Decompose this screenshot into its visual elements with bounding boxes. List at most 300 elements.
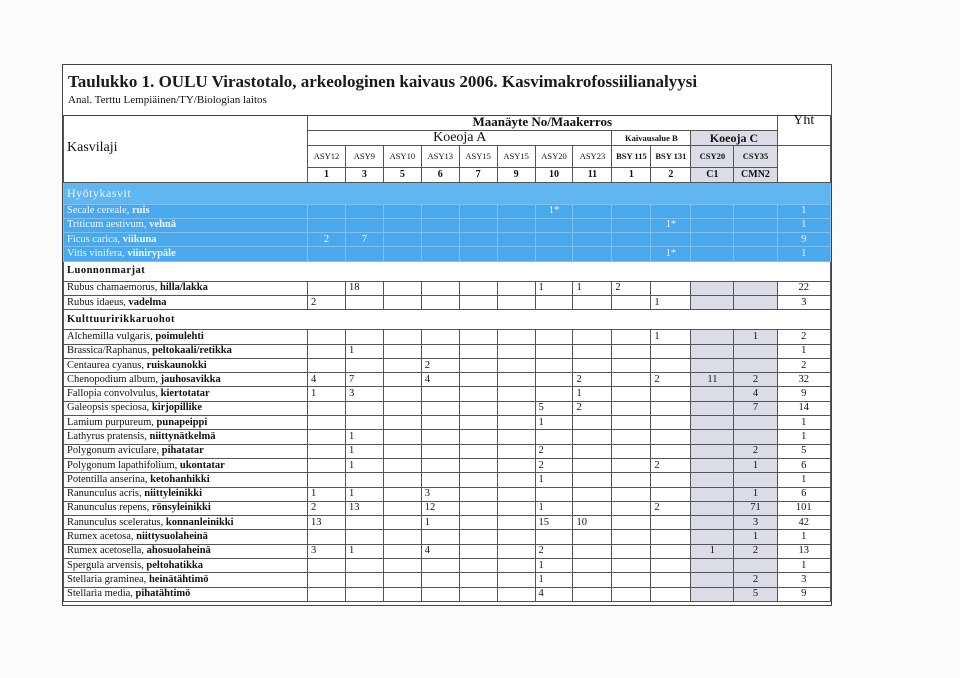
table-row — [64, 573, 831, 587]
value-cell — [691, 516, 734, 530]
table-row — [64, 387, 831, 401]
value-cell — [459, 204, 497, 218]
value-cell: 1 — [535, 473, 573, 487]
total-cell: 2 — [777, 330, 830, 344]
value-cell: 15 — [535, 516, 573, 530]
value-cell — [734, 430, 777, 444]
plant-finnish: peltohatikka — [146, 559, 204, 571]
value-cell — [459, 358, 497, 372]
value-cell — [691, 344, 734, 358]
plant-finnish: heinätähtimö — [148, 573, 209, 585]
value-cell — [651, 559, 691, 573]
plant-latin: Rubus idaeus, — [67, 296, 129, 308]
page-title: Taulukko 1. OULU Virastotalo, arkeologinen kaivaus 2006. Kasvimakrofossiilianalyysi — [68, 72, 698, 91]
value-cell — [691, 387, 734, 401]
plant-finnish: pihatatar — [161, 445, 204, 457]
total-cell: 1 — [777, 416, 830, 430]
plant-table — [63, 115, 831, 602]
plant-finnish: kirjopillike — [151, 402, 203, 414]
value-cell: 1 — [535, 281, 573, 295]
plant-name — [64, 330, 308, 344]
kaivausalue-b-header: Kaivausalue B — [612, 130, 691, 145]
koeoja-a-header: Koeoja A — [308, 130, 612, 145]
value-cell — [573, 501, 612, 515]
value-cell — [345, 295, 383, 309]
value-cell: 4 — [421, 544, 459, 558]
value-cell: 1 — [535, 559, 573, 573]
value-cell: 5 — [535, 401, 573, 415]
plant-name — [64, 473, 308, 487]
value-cell — [421, 344, 459, 358]
value-cell — [308, 218, 346, 232]
plant-name — [64, 516, 308, 530]
value-cell — [459, 373, 497, 387]
value-cell — [691, 430, 734, 444]
value-cell — [651, 430, 691, 444]
value-cell — [573, 587, 612, 601]
value-cell — [734, 247, 777, 261]
value-cell — [497, 344, 535, 358]
value-cell — [651, 530, 691, 544]
sample-header: ASY15 — [497, 145, 535, 167]
value-cell — [691, 501, 734, 515]
value-cell — [691, 218, 734, 232]
value-cell — [421, 330, 459, 344]
value-cell — [691, 559, 734, 573]
value-cell — [573, 358, 612, 372]
value-cell — [421, 295, 459, 309]
plant-latin: Secale cereale, — [67, 205, 132, 217]
value-cell — [459, 330, 497, 344]
value-cell — [573, 247, 612, 261]
section-label: Luonnonmarjat — [64, 261, 831, 281]
plant-finnish: ukontatar — [179, 459, 225, 471]
value-cell: 2 — [734, 573, 777, 587]
value-cell — [308, 416, 346, 430]
value-cell — [535, 344, 573, 358]
value-cell — [651, 473, 691, 487]
value-cell — [497, 233, 535, 247]
total-cell: 2 — [777, 358, 830, 372]
value-cell — [535, 487, 573, 501]
value-cell — [651, 544, 691, 558]
value-cell: 1 — [345, 344, 383, 358]
layer-header: 7 — [459, 167, 497, 182]
value-cell — [345, 358, 383, 372]
value-cell — [308, 559, 346, 573]
value-cell — [383, 401, 421, 415]
value-cell — [691, 458, 734, 472]
value-cell — [612, 233, 651, 247]
plant-latin: Polygonum aviculare, — [67, 445, 162, 457]
value-cell — [421, 430, 459, 444]
table-row — [64, 458, 831, 472]
table-row — [64, 204, 831, 218]
value-cell — [691, 233, 734, 247]
table-row — [64, 344, 831, 358]
plant-finnish: niittysuolaheinä — [136, 531, 208, 543]
value-cell: 7 — [345, 233, 383, 247]
value-cell: 1 — [308, 487, 346, 501]
plant-latin: Chenopodium album, — [67, 373, 161, 385]
value-cell — [308, 473, 346, 487]
plant-latin: Potentilla anserina, — [67, 473, 151, 485]
value-cell: 7 — [345, 373, 383, 387]
layer-header: CMN2 — [734, 167, 777, 182]
value-cell — [459, 218, 497, 232]
value-cell — [459, 401, 497, 415]
plant-finnish: kiertotatar — [160, 388, 210, 400]
plant-name — [64, 487, 308, 501]
value-cell — [734, 233, 777, 247]
kasvilaji-header: Kasvilaji — [64, 115, 308, 182]
plant-latin: Vitis vinifera, — [67, 248, 128, 260]
total-cell: 13 — [777, 544, 830, 558]
value-cell — [612, 501, 651, 515]
table-row — [64, 559, 831, 573]
plant-latin: Polygonum lapathifolium, — [67, 459, 180, 471]
value-cell — [691, 295, 734, 309]
value-cell — [497, 473, 535, 487]
sample-header: ASY23 — [573, 145, 612, 167]
value-cell — [383, 233, 421, 247]
value-cell — [573, 295, 612, 309]
value-cell — [383, 295, 421, 309]
total-cell: 6 — [777, 458, 830, 472]
value-cell — [573, 430, 612, 444]
value-cell — [308, 358, 346, 372]
total-cell: 1 — [777, 530, 830, 544]
table-row — [64, 358, 831, 372]
value-cell — [497, 330, 535, 344]
value-cell — [383, 516, 421, 530]
value-cell — [535, 330, 573, 344]
value-cell — [497, 458, 535, 472]
total-cell: 14 — [777, 401, 830, 415]
plant-name — [64, 247, 308, 261]
value-cell — [691, 401, 734, 415]
plant-name — [64, 233, 308, 247]
value-cell — [651, 204, 691, 218]
value-cell: 13 — [308, 516, 346, 530]
value-cell — [308, 458, 346, 472]
value-cell — [497, 247, 535, 261]
table-row — [64, 444, 831, 458]
value-cell: 2 — [573, 373, 612, 387]
plant-finnish: niittynätkelmä — [149, 431, 216, 442]
maanayte-header: Maanäyte No/Maakerros — [308, 115, 778, 130]
value-cell — [535, 430, 573, 444]
value-cell — [573, 233, 612, 247]
value-cell — [497, 401, 535, 415]
value-cell — [497, 373, 535, 387]
plant-finnish: vehnä — [149, 219, 176, 231]
value-cell — [691, 587, 734, 601]
layer-header: 3 — [345, 167, 383, 182]
value-cell — [734, 473, 777, 487]
layer-header: 6 — [421, 167, 459, 182]
section-label: Kulttuuririkkaruohot — [64, 310, 831, 330]
total-cell: 1 — [777, 430, 830, 444]
value-cell — [383, 473, 421, 487]
value-cell: 5 — [734, 587, 777, 601]
total-cell: 101 — [777, 501, 830, 515]
value-cell — [383, 344, 421, 358]
sample-header: ASY20 — [535, 145, 573, 167]
value-cell: 1 — [734, 487, 777, 501]
table-row — [64, 233, 831, 247]
value-cell — [651, 233, 691, 247]
value-cell: 1 — [345, 444, 383, 458]
value-cell: 2 — [734, 444, 777, 458]
value-cell — [573, 559, 612, 573]
value-cell: 1 — [734, 330, 777, 344]
value-cell — [651, 587, 691, 601]
value-cell — [421, 281, 459, 295]
value-cell: 2 — [535, 544, 573, 558]
table-row — [64, 416, 831, 430]
value-cell — [535, 358, 573, 372]
value-cell — [734, 559, 777, 573]
value-cell — [345, 416, 383, 430]
value-cell: 1 — [535, 573, 573, 587]
value-cell — [691, 573, 734, 587]
value-cell — [612, 247, 651, 261]
value-cell — [497, 295, 535, 309]
value-cell — [497, 544, 535, 558]
value-cell — [573, 487, 612, 501]
plant-name — [64, 416, 308, 430]
total-cell: 6 — [777, 487, 830, 501]
plant-latin: Rubus chamaemorus, — [67, 282, 161, 294]
value-cell: 2 — [535, 444, 573, 458]
value-cell: 1* — [651, 218, 691, 232]
value-cell — [421, 559, 459, 573]
value-cell — [691, 416, 734, 430]
value-cell: 71 — [734, 501, 777, 515]
value-cell — [308, 587, 346, 601]
value-cell — [383, 501, 421, 515]
layer-header: 1 — [612, 167, 651, 182]
value-cell — [459, 473, 497, 487]
value-cell: 2 — [308, 501, 346, 515]
value-cell — [691, 247, 734, 261]
value-cell — [734, 281, 777, 295]
document-frame — [62, 64, 832, 606]
value-cell — [535, 218, 573, 232]
value-cell — [459, 444, 497, 458]
plant-finnish: ketohanhikki — [150, 473, 210, 485]
value-cell — [612, 487, 651, 501]
plant-finnish: rönsyleinikki — [151, 502, 211, 514]
total-cell: 3 — [777, 295, 830, 309]
value-cell — [651, 416, 691, 430]
plant-latin: Galeopsis speciosa, — [67, 402, 152, 414]
value-cell — [573, 573, 612, 587]
value-cell — [573, 444, 612, 458]
total-cell: 1 — [777, 218, 830, 232]
layer-header: 10 — [535, 167, 573, 182]
table-row — [64, 330, 831, 344]
value-cell — [383, 373, 421, 387]
layer-header: 11 — [573, 167, 612, 182]
value-cell — [459, 281, 497, 295]
value-cell — [612, 295, 651, 309]
value-cell — [345, 516, 383, 530]
value-cell: 1 — [651, 330, 691, 344]
value-cell — [497, 416, 535, 430]
value-cell — [497, 430, 535, 444]
plant-name — [64, 444, 308, 458]
value-cell — [383, 358, 421, 372]
value-cell: 2 — [734, 544, 777, 558]
value-cell — [691, 358, 734, 372]
value-cell — [612, 444, 651, 458]
layer-header: C1 — [691, 167, 734, 182]
value-cell — [308, 444, 346, 458]
value-cell: 1 — [345, 458, 383, 472]
value-cell — [345, 473, 383, 487]
value-cell: 4 — [734, 387, 777, 401]
plant-latin: Lathyrus pratensis, — [67, 431, 150, 442]
plant-name — [64, 458, 308, 472]
layer-header: 1 — [308, 167, 346, 182]
value-cell: 1 — [535, 501, 573, 515]
value-cell — [612, 204, 651, 218]
plant-name — [64, 344, 308, 358]
value-cell — [612, 458, 651, 472]
value-cell — [612, 330, 651, 344]
value-cell — [459, 344, 497, 358]
sample-header: CSY20 — [691, 145, 734, 167]
plant-latin: Ranunculus acris, — [67, 488, 145, 500]
value-cell — [497, 444, 535, 458]
value-cell: 1* — [535, 204, 573, 218]
value-cell — [459, 295, 497, 309]
value-cell — [612, 530, 651, 544]
total-cell: 9 — [777, 587, 830, 601]
yht-header: Yht — [777, 115, 830, 145]
value-cell — [421, 247, 459, 261]
value-cell — [691, 330, 734, 344]
value-cell — [612, 358, 651, 372]
value-cell: 1 — [651, 295, 691, 309]
value-cell — [345, 530, 383, 544]
total-cell: 5 — [777, 444, 830, 458]
plant-latin: Brassica/Raphanus, — [67, 345, 153, 357]
value-cell — [383, 573, 421, 587]
value-cell: 1 — [734, 458, 777, 472]
total-cell: 1 — [777, 559, 830, 573]
value-cell — [734, 218, 777, 232]
value-cell: 1 — [573, 387, 612, 401]
total-cell: 1 — [777, 344, 830, 358]
value-cell: 2 — [535, 458, 573, 472]
value-cell — [734, 344, 777, 358]
value-cell: 2 — [573, 401, 612, 415]
value-cell — [651, 516, 691, 530]
value-cell — [612, 430, 651, 444]
layer-header: 9 — [497, 167, 535, 182]
table-row — [64, 430, 831, 444]
page-subtitle: Anal. Terttu Lempiäinen/TY/Biologian laitos — [68, 94, 267, 106]
value-cell — [612, 387, 651, 401]
value-cell — [421, 444, 459, 458]
sample-header: CSY35 — [734, 145, 777, 167]
value-cell — [734, 204, 777, 218]
value-cell — [535, 373, 573, 387]
plant-latin: Ranunculus repens, — [67, 502, 152, 514]
value-cell: 1 — [308, 387, 346, 401]
plant-name — [64, 430, 308, 444]
value-cell: 11 — [691, 373, 734, 387]
total-cell: 9 — [777, 233, 830, 247]
value-cell — [459, 516, 497, 530]
plant-finnish: ahosuolaheinä — [146, 545, 211, 557]
sample-header: BSY 131 — [651, 145, 691, 167]
value-cell: 2 — [734, 373, 777, 387]
table-row — [64, 587, 831, 601]
plant-name — [64, 587, 308, 601]
plant-latin: Spergula arvensis, — [67, 559, 147, 571]
plant-finnish: viinirypäle — [127, 248, 176, 260]
sample-header: BSY 115 — [612, 145, 651, 167]
value-cell — [612, 587, 651, 601]
sample-header: ASY10 — [383, 145, 421, 167]
value-cell — [459, 573, 497, 587]
plant-finnish: konnanleinikki — [165, 516, 234, 528]
value-cell: 1 — [535, 416, 573, 430]
plant-latin: Rumex acetosella, — [67, 545, 147, 557]
table-row — [64, 544, 831, 558]
table-row — [64, 247, 831, 261]
table-row — [64, 473, 831, 487]
value-cell — [421, 204, 459, 218]
value-cell — [691, 281, 734, 295]
table-row — [64, 373, 831, 387]
value-cell — [383, 416, 421, 430]
value-cell: 2 — [651, 501, 691, 515]
sample-header: ASY15 — [459, 145, 497, 167]
value-cell — [383, 247, 421, 261]
plant-name — [64, 218, 308, 232]
value-cell — [651, 344, 691, 358]
value-cell — [383, 281, 421, 295]
value-cell — [459, 247, 497, 261]
value-cell — [612, 573, 651, 587]
value-cell — [651, 444, 691, 458]
value-cell — [573, 330, 612, 344]
value-cell — [383, 330, 421, 344]
sample-header: ASY12 — [308, 145, 346, 167]
value-cell: 12 — [421, 501, 459, 515]
plant-latin: Stellaria media, — [67, 588, 136, 600]
value-cell — [497, 218, 535, 232]
value-cell: 4 — [421, 373, 459, 387]
value-cell — [651, 358, 691, 372]
value-cell — [459, 458, 497, 472]
value-cell — [421, 530, 459, 544]
value-cell: 1 — [345, 430, 383, 444]
total-cell: 22 — [777, 281, 830, 295]
value-cell — [421, 218, 459, 232]
value-cell — [612, 473, 651, 487]
value-cell: 1 — [734, 530, 777, 544]
value-cell: 3 — [734, 516, 777, 530]
table-row — [64, 530, 831, 544]
value-cell: 13 — [345, 501, 383, 515]
value-cell — [345, 204, 383, 218]
